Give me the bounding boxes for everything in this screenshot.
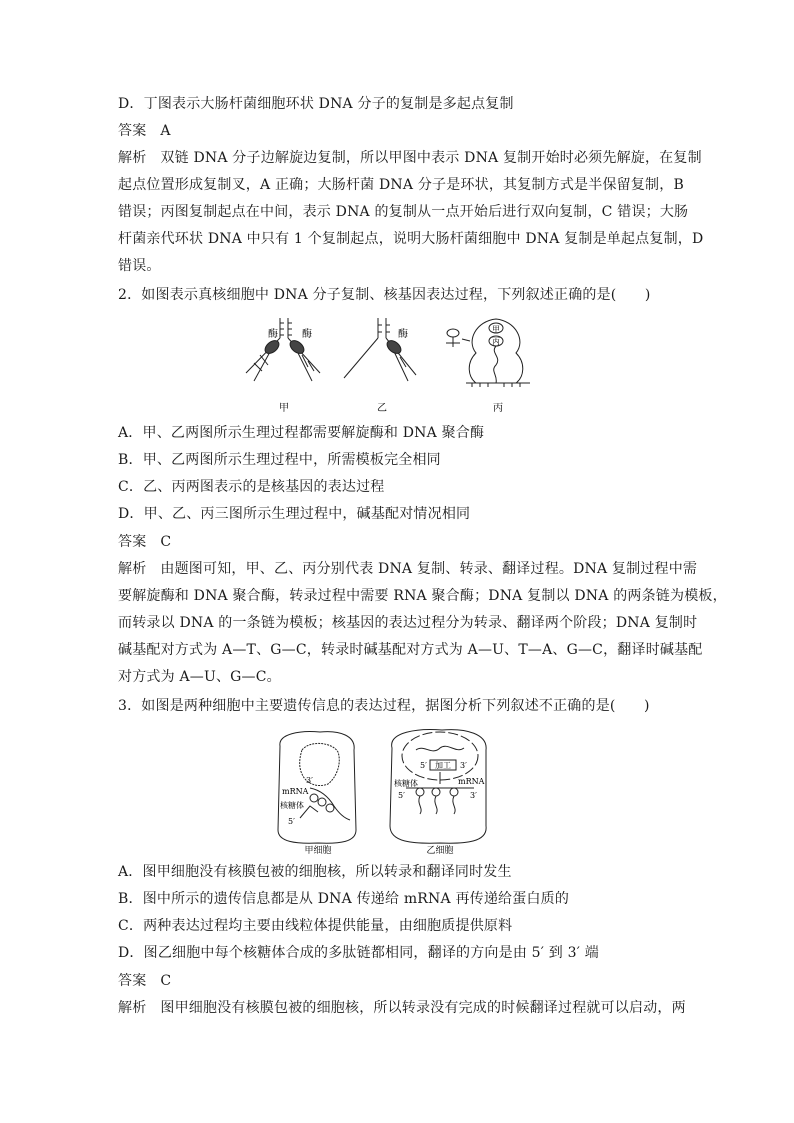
q1-explanation-line: 起点位置形成复制叉，A 正确；大肠杆菌 DNA 分子是环状，其复制方式是半保留复制，B (118, 177, 684, 193)
cell-caption: 甲细胞 (304, 846, 332, 856)
q2-explanation-line: 碱基配对方式为 A—T、G—C，转录时碱基配对方式为 A—U、T—A、G—C，翻译时碱基配 (118, 642, 703, 658)
cell-label: mRNA (458, 777, 485, 786)
panel-label: 甲 (279, 403, 289, 414)
cell-label: 核糖体 (394, 779, 418, 788)
q3-option-b: B．图中所示的遗传信息都是从 DNA 传递给 mRNA 再传递给蛋白质的 (118, 891, 570, 907)
explanation-text: 由题图可知，甲、乙、丙分别代表 DNA 复制、转录、翻译过程。DNA 复制过程中需 (160, 561, 698, 577)
q3-answer (118, 971, 678, 991)
q3-option-d: D．图乙细胞中每个核糖体合成的多肽链都相同，翻译的方向是由 5′ 到 3′ 端 (118, 945, 599, 961)
q2-explanation-line: 要解旋酶和 DNA 聚合酶，转录过程中需要 RNA 聚合酶；DNA 复制以 DNA 的两条链为模板， (118, 588, 727, 604)
cell-label: mRNA (282, 787, 309, 796)
q2-option-c: C．乙、丙两图表示的是核基因的表达过程 (118, 479, 385, 495)
bing-label: 丙 (492, 337, 500, 346)
answer-label: 答案 (118, 534, 147, 550)
cell-label: 加工 (435, 761, 451, 770)
answer-value: C (160, 973, 172, 989)
q3-stem: 3．如图是两种细胞中主要遗传信息的表达过程，据图分析下列叙述不正确的是( ) (118, 698, 650, 714)
q1-explanation-line: 错误。 (118, 258, 161, 274)
cell-label: 5′ (398, 791, 405, 800)
q2-explanation-line (118, 559, 698, 579)
q1-answer (118, 121, 678, 141)
panel-yi (344, 318, 416, 381)
cell-label: 5′ (420, 761, 427, 770)
enzyme-label: 酶 (398, 329, 408, 340)
q1-explanation-line (118, 148, 702, 168)
explanation-label: 解析 (118, 561, 147, 577)
q2-stem: 2．如图表示真核细胞中 DNA 分子复制、核基因表达过程，下列叙述正确的是( ) (118, 287, 651, 303)
q2-option-d: D．甲、乙、丙三图所示生理过程中，碱基配对情况相同 (118, 506, 471, 522)
q1-option-d: D．丁图表示大肠杆菌细胞环状 DNA 分子的复制是多起点复制 (118, 96, 514, 112)
explanation-label: 解析 (118, 150, 147, 166)
q2-explanation-line: 而转录以 DNA 的一条链为模板；核基因的表达过程分为转录、翻译两个阶段；DNA 复制时 (118, 615, 698, 631)
answer-label: 答案 (118, 973, 147, 989)
q2-option-a: A．甲、乙两图所示生理过程都需要解旋酶和 DNA 聚合酶 (118, 425, 485, 441)
q3-option-c: C．两种表达过程均主要由线粒体提供能量，由细胞质提供原料 (118, 918, 513, 934)
explanation-text: 图甲细胞没有核膜包被的细胞核，所以转录没有完成的时候翻译过程就可以启动，两 (160, 1000, 686, 1016)
cell-label: 3′ (470, 791, 477, 800)
enzyme-label: 酶 (302, 329, 312, 340)
enzyme-label: 酶 (268, 329, 278, 340)
q2-option-b: B．甲、乙两图所示生理过程中，所需模板完全相同 (118, 452, 441, 468)
panel-label: 乙 (377, 403, 387, 414)
q2-answer (118, 532, 678, 552)
q1-explanation-line: 错误；丙图复制起点在中间，表示 DNA 的复制从一点开始后进行双向复制，C 错误；大肠 (118, 204, 689, 220)
cell-label: 3′ (460, 761, 467, 770)
bing-label: 甲 (492, 325, 500, 334)
q3-explanation-line (118, 998, 686, 1018)
answer-label: 答案 (118, 123, 147, 139)
q2-figure (240, 313, 540, 418)
q3-option-a: A．图甲细胞没有核膜包被的细胞核，所以转录和翻译同时发生 (118, 864, 512, 880)
explanation-label: 解析 (118, 1000, 147, 1016)
panel-jia (246, 318, 320, 381)
panel-label: 丙 (493, 403, 503, 414)
q1-explanation-line: 杆菌亲代环状 DNA 中只有 1 个复制起点，说明大肠杆菌细胞中 DNA 复制是单起点复制，D (118, 231, 704, 247)
answer-value: C (160, 534, 172, 550)
cell-label: 3′ (306, 776, 313, 785)
panel-bing (446, 319, 530, 387)
cell-label: 核糖体 (280, 801, 304, 810)
answer-value: A (160, 123, 171, 139)
q2-explanation-line: 对方式为 A—U、G—C。 (118, 669, 281, 685)
explanation-text: 双链 DNA 分子边解旋边复制，所以甲图中表示 DNA 复制开始时必须先解旋，在复制 (160, 150, 702, 166)
q3-figure (270, 726, 530, 856)
cell-caption: 乙细胞 (426, 846, 454, 856)
cell-label: 5′ (288, 817, 295, 826)
